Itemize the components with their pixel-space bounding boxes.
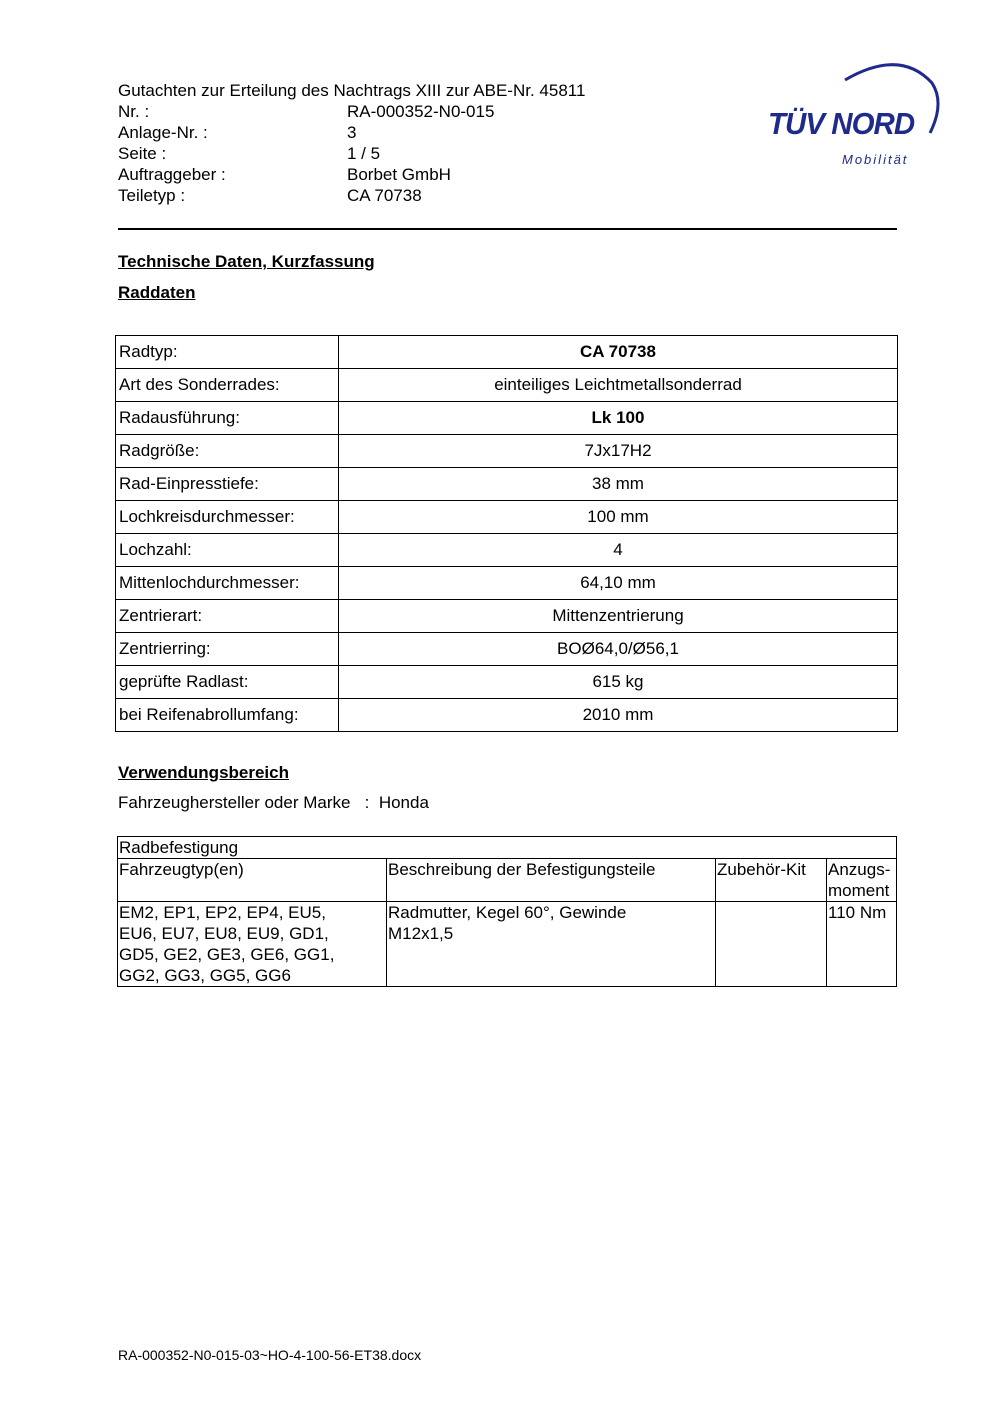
document-header [118, 80, 718, 206]
logo-subtitle: Mobilität [842, 152, 909, 167]
maker-value: Honda [378, 793, 429, 812]
maker-label: Fahrzeughersteller oder Marke [118, 793, 351, 812]
wheel-data-value: 2010 mm [339, 699, 898, 732]
torque-cell: 110 Nm [827, 902, 897, 987]
header-meta [118, 101, 718, 206]
mount-row [118, 902, 897, 987]
meta-label: Teiletyp : [118, 186, 186, 205]
wheel-data-row [116, 501, 898, 534]
wheel-data-value: 38 mm [339, 468, 898, 501]
wheel-data-row [116, 534, 898, 567]
document-title: Gutachten zur Erteilung des Nachtrags XIII zur ABE-Nr. 45811 [118, 81, 586, 100]
meta-label: Anlage-Nr. : [118, 123, 208, 142]
maker-separator: : [364, 793, 370, 812]
section-heading-technical: Technische Daten, Kurzfassung [118, 252, 375, 271]
header-divider [118, 228, 897, 230]
wheel-data-row [116, 699, 898, 732]
wheel-data-value: CA 70738 [339, 336, 898, 369]
tuv-nord-logo [760, 58, 950, 173]
wheel-data-label: Zentrierart: [116, 600, 339, 633]
wheel-data-label: Lochkreisdurchmesser: [116, 501, 339, 534]
wheel-data-label: bei Reifenabrollumfang: [116, 699, 339, 732]
vehicle-types-cell: EM2, EP1, EP2, EP4, EU5, EU6, EU7, EU8, EU9, GD1, GD5, GE2, GE3, GE6, GG1, GG2, GG3, GG5, GG6 [118, 902, 387, 987]
mount-header-row [118, 859, 897, 902]
meta-label: Nr. : [118, 102, 150, 121]
meta-value: 1 / 5 [347, 144, 381, 163]
meta-value: RA-000352-N0-015 [347, 102, 495, 121]
wheel-data-table [115, 335, 898, 732]
wheel-data-label: Radgröße: [116, 435, 339, 468]
mount-caption: Radbefestigung [118, 837, 897, 859]
wheel-data-label: Rad-Einpresstiefe: [116, 468, 339, 501]
vehicle-maker-line [118, 793, 429, 813]
meta-value: Borbet GmbH [347, 165, 451, 184]
wheel-data-row [116, 468, 898, 501]
wheel-data-value: 615 kg [339, 666, 898, 699]
wheel-data-row [116, 666, 898, 699]
header-meta-row [118, 143, 718, 164]
mounting-description-cell: Radmutter, Kegel 60°, Gewinde M12x1,5 [387, 902, 716, 987]
wheel-data-value: 100 mm [339, 501, 898, 534]
header-accessory-kit: Zubehör-Kit [716, 859, 827, 902]
header-description: Beschreibung der Befestigungsteile [387, 859, 716, 902]
wheel-data-value: einteiliges Leichtmetallsonderrad [339, 369, 898, 402]
wheel-data-row [116, 369, 898, 402]
wheel-data-value: 4 [339, 534, 898, 567]
wheel-data-label: Radtyp: [116, 336, 339, 369]
header-meta-row [118, 122, 718, 143]
wheel-mounting-table [117, 836, 897, 987]
wheel-data-row [116, 435, 898, 468]
wheel-data-label: Art des Sonderrades: [116, 369, 339, 402]
wheel-data-value: Mittenzentrierung [339, 600, 898, 633]
header-meta-row [118, 101, 718, 122]
wheel-data-row [116, 402, 898, 435]
wheel-data-label: Lochzahl: [116, 534, 339, 567]
header-torque: Anzugs- moment [827, 859, 897, 902]
meta-label: Auftraggeber : [118, 165, 226, 184]
wheel-data-value: 64,10 mm [339, 567, 898, 600]
header-meta-row [118, 185, 718, 206]
wheel-data-label: Zentrierring: [116, 633, 339, 666]
wheel-data-label: Mittenlochdurchmesser: [116, 567, 339, 600]
wheel-data-value: 7Jx17H2 [339, 435, 898, 468]
mount-caption-row [118, 837, 897, 859]
logo-wordmark: TÜV NORD [768, 106, 915, 141]
wheel-data-row [116, 633, 898, 666]
section-heading-wheel: Raddaten [118, 283, 196, 302]
header-meta-row [118, 164, 718, 185]
header-vehicle-types: Fahrzeugtyp(en) [118, 859, 387, 902]
wheel-data-row [116, 600, 898, 633]
meta-label: Seite : [118, 144, 167, 163]
wheel-data-value: Lk 100 [339, 402, 898, 435]
document-footer: RA-000352-N0-015-03~HO-4-100-56-ET38.docx [118, 1347, 422, 1363]
accessory-kit-cell [716, 902, 827, 987]
meta-value: 3 [347, 123, 357, 142]
wheel-data-value: BOØ64,0/Ø56,1 [339, 633, 898, 666]
wheel-data-row [116, 336, 898, 369]
meta-value: CA 70738 [347, 186, 422, 205]
wheel-data-row [116, 567, 898, 600]
wheel-data-label: geprüfte Radlast: [116, 666, 339, 699]
section-heading-usage: Verwendungsbereich [118, 763, 289, 782]
wheel-data-label: Radausführung: [116, 402, 339, 435]
